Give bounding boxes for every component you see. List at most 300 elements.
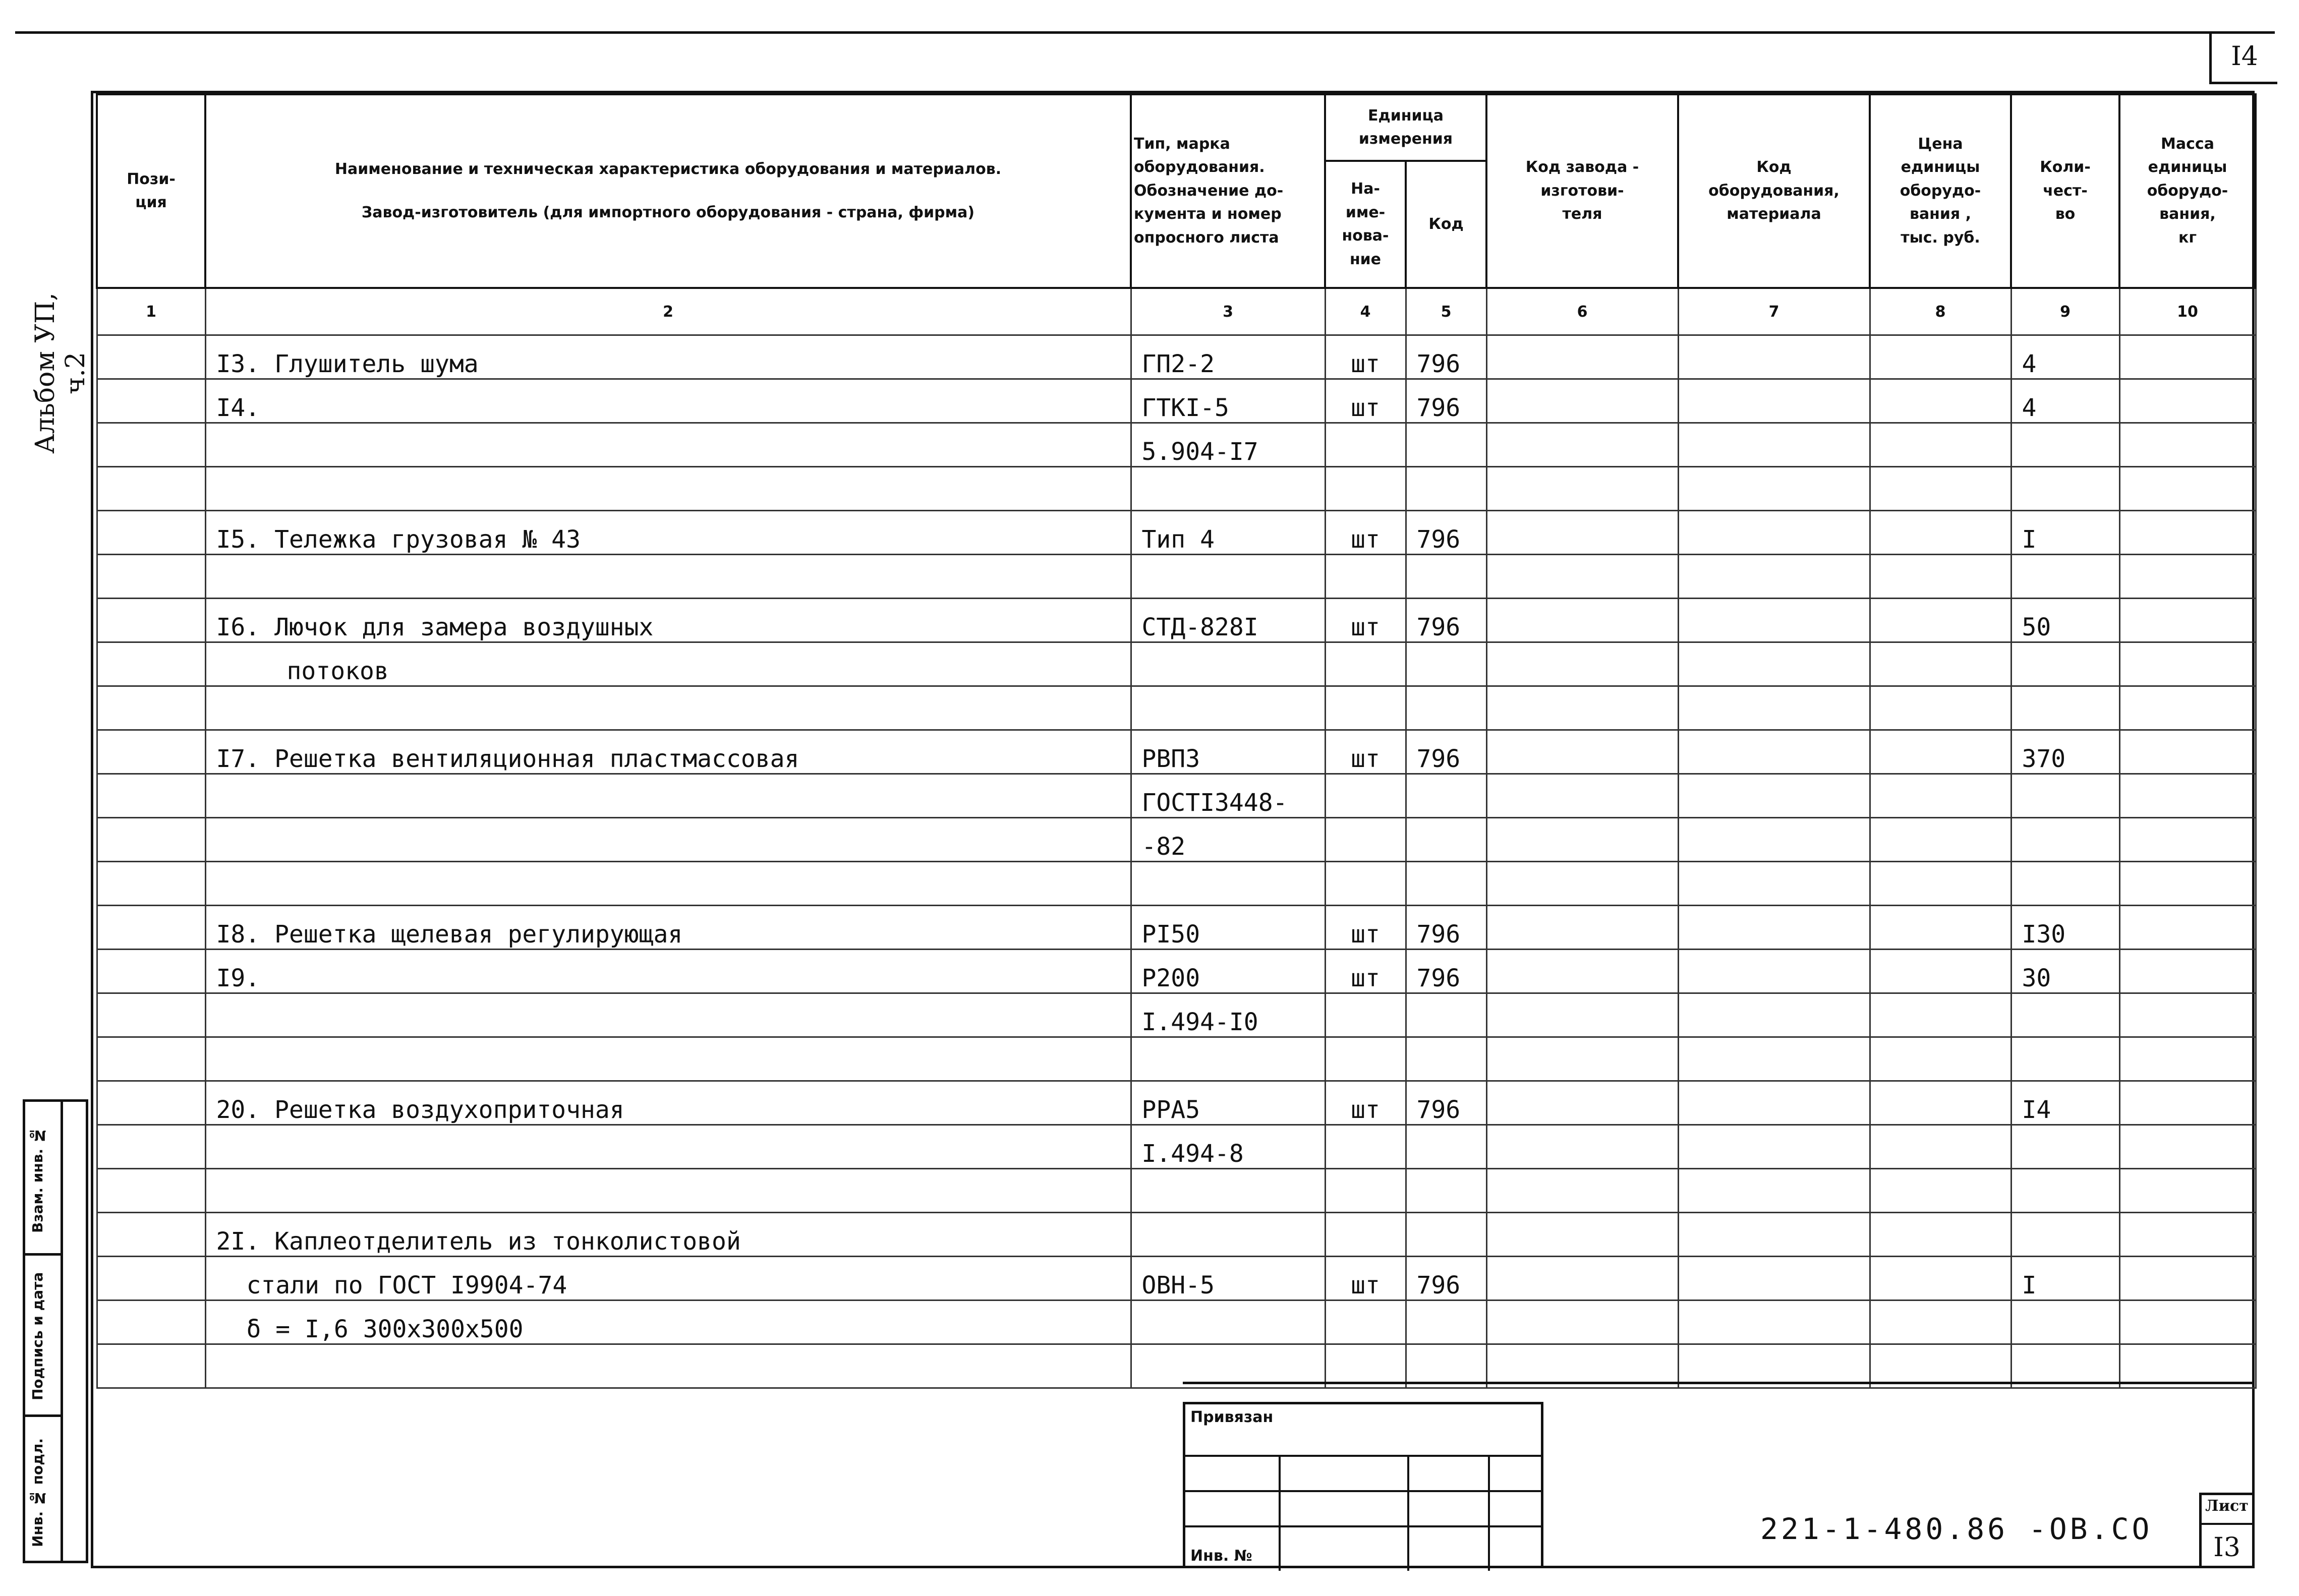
cell-position <box>97 993 205 1037</box>
cell-equipment-code <box>1678 555 1870 599</box>
cell-name: I4. <box>205 379 1131 423</box>
header-name-line1: Наименование и техническая характеристика оборудования и материалов. <box>334 160 1002 178</box>
cell-name: I5. Тележка грузовая № 43 <box>205 511 1131 555</box>
cell-name: I9. <box>205 950 1131 993</box>
cell-unit-code <box>1406 642 1486 686</box>
cell-unit-code <box>1406 467 1486 511</box>
cell-equipment-code <box>1678 1037 1870 1081</box>
cell-type: СТД-828I <box>1131 599 1325 642</box>
cell-equipment-code <box>1678 993 1870 1037</box>
cell-price <box>1870 818 2011 862</box>
cell-equipment-code <box>1678 335 1870 379</box>
cell-name: I7. Решетка вентиляционная пластмассовая <box>205 730 1131 774</box>
cell-name: стали по ГОСТ I9904-74 <box>205 1257 1131 1301</box>
cell-quantity <box>2011 423 2119 467</box>
header-unit-group: Единица измерения <box>1325 94 1486 161</box>
cell-position <box>97 1344 205 1388</box>
sheet-number: I3 <box>2202 1523 2252 1570</box>
cell-unit-code <box>1406 555 1486 599</box>
cell-quantity <box>2011 993 2119 1037</box>
cell-quantity: I30 <box>2011 906 2119 950</box>
table-row <box>97 993 2256 1037</box>
cell-name <box>205 423 1131 467</box>
cell-price <box>1870 511 2011 555</box>
cell-quantity <box>2011 818 2119 862</box>
cell-equipment-code <box>1678 1301 1870 1344</box>
table-row <box>97 818 2256 862</box>
cell-position <box>97 730 205 774</box>
cell-maker-code <box>1486 1301 1678 1344</box>
cell-name <box>205 862 1131 906</box>
cell-mass <box>2119 467 2256 511</box>
cell-maker-code <box>1486 335 1678 379</box>
column-number: 10 <box>2119 288 2256 335</box>
cell-equipment-code <box>1678 774 1870 818</box>
cell-quantity <box>2011 1169 2119 1213</box>
cell-quantity <box>2011 467 2119 511</box>
cell-position <box>97 467 205 511</box>
cell-quantity: 4 <box>2011 335 2119 379</box>
stamp-inventory-label: Инв. № <box>1190 1547 1252 1565</box>
table-row <box>97 774 2256 818</box>
table-row <box>97 862 2256 906</box>
cell-equipment-code <box>1678 686 1870 730</box>
cell-quantity: I <box>2011 1257 2119 1301</box>
header-position: Пози- ция <box>97 94 205 288</box>
cell-price <box>1870 1257 2011 1301</box>
cell-mass <box>2119 906 2256 950</box>
cell-unit-code: 796 <box>1406 730 1486 774</box>
cell-unit-code <box>1406 862 1486 906</box>
top-rule <box>15 31 2275 34</box>
cell-mass <box>2119 1169 2256 1213</box>
cell-position <box>97 686 205 730</box>
cell-maker-code <box>1486 1213 1678 1257</box>
cell-unit: шт <box>1325 379 1406 423</box>
page-number: I4 <box>2209 31 2277 84</box>
cell-maker-code <box>1486 467 1678 511</box>
cell-mass <box>2119 1125 2256 1169</box>
cell-unit-code: 796 <box>1406 906 1486 950</box>
cell-price <box>1870 642 2011 686</box>
cell-position <box>97 379 205 423</box>
cell-price <box>1870 599 2011 642</box>
side-title: Альбом УП, ч.2 <box>30 292 91 454</box>
table-row <box>97 1257 2256 1301</box>
cell-equipment-code <box>1678 642 1870 686</box>
cell-type: I.494-8 <box>1131 1125 1325 1169</box>
cell-unit <box>1325 1169 1406 1213</box>
header-price: Цена единицы оборудо- вания , тыс. руб. <box>1870 94 2011 288</box>
cell-quantity: 4 <box>2011 379 2119 423</box>
cell-maker-code <box>1486 686 1678 730</box>
table-row <box>97 1037 2256 1081</box>
table-row <box>97 1169 2256 1213</box>
cell-quantity <box>2011 555 2119 599</box>
table-row <box>97 555 2256 599</box>
column-number: 6 <box>1486 288 1678 335</box>
cell-quantity: 370 <box>2011 730 2119 774</box>
cell-position <box>97 950 205 993</box>
cell-unit-code <box>1406 1125 1486 1169</box>
cell-unit-code <box>1406 1213 1486 1257</box>
cell-price <box>1870 993 2011 1037</box>
column-number: 7 <box>1678 288 1870 335</box>
cell-position <box>97 862 205 906</box>
cell-type <box>1131 1213 1325 1257</box>
cell-equipment-code <box>1678 1081 1870 1125</box>
cell-quantity <box>2011 1213 2119 1257</box>
replaced-inventory-label: Взам. инв. № <box>29 1127 46 1233</box>
specification-table <box>96 93 2257 1389</box>
cell-type <box>1131 1037 1325 1081</box>
cell-mass <box>2119 599 2256 642</box>
table-row <box>97 1213 2256 1257</box>
cell-name: I3. Глушитель шума <box>205 335 1131 379</box>
stamp-line <box>1279 1455 1281 1571</box>
column-number: 2 <box>205 288 1131 335</box>
cell-unit: шт <box>1325 599 1406 642</box>
cell-equipment-code <box>1678 1257 1870 1301</box>
sheet-box <box>2199 1493 2255 1568</box>
cell-maker-code <box>1486 511 1678 555</box>
cell-unit-code: 796 <box>1406 379 1486 423</box>
cell-mass <box>2119 1081 2256 1125</box>
cell-unit: шт <box>1325 1257 1406 1301</box>
cell-maker-code <box>1486 906 1678 950</box>
cell-price <box>1870 1081 2011 1125</box>
cell-unit-code <box>1406 423 1486 467</box>
cell-name: I8. Решетка щелевая регулирующая <box>205 906 1131 950</box>
cell-mass <box>2119 642 2256 686</box>
cell-quantity <box>2011 774 2119 818</box>
cell-position <box>97 423 205 467</box>
cell-unit-code: 796 <box>1406 335 1486 379</box>
cell-unit <box>1325 1125 1406 1169</box>
cell-mass <box>2119 555 2256 599</box>
header-name-line2: Завод-изготовитель (для импортного оборудования - страна, фирма) <box>361 204 975 221</box>
stamp-line <box>1488 1455 1490 1571</box>
cell-unit <box>1325 993 1406 1037</box>
cell-quantity <box>2011 1037 2119 1081</box>
cell-unit-code <box>1406 1301 1486 1344</box>
cell-price <box>1870 423 2011 467</box>
cell-name: I6. Лючок для замера воздушных <box>205 599 1131 642</box>
cell-type: Тип 4 <box>1131 511 1325 555</box>
cell-name <box>205 818 1131 862</box>
cell-mass <box>2119 774 2256 818</box>
cell-name <box>205 774 1131 818</box>
cell-unit-code <box>1406 1169 1486 1213</box>
cell-unit <box>1325 1213 1406 1257</box>
cell-unit <box>1325 423 1406 467</box>
cell-unit-code: 796 <box>1406 1081 1486 1125</box>
cell-type: ГП2-2 <box>1131 335 1325 379</box>
table-row <box>97 642 2256 686</box>
cell-equipment-code <box>1678 862 1870 906</box>
cell-unit <box>1325 1301 1406 1344</box>
cell-unit-code <box>1406 774 1486 818</box>
cell-mass <box>2119 379 2256 423</box>
cell-position <box>97 906 205 950</box>
cell-equipment-code <box>1678 511 1870 555</box>
cell-type <box>1131 1301 1325 1344</box>
table-row <box>97 906 2256 950</box>
cell-price <box>1870 906 2011 950</box>
column-number-row <box>97 288 2256 335</box>
cell-price <box>1870 730 2011 774</box>
cell-maker-code <box>1486 379 1678 423</box>
stamp-line <box>1407 1455 1409 1571</box>
cell-equipment-code <box>1678 379 1870 423</box>
cell-type <box>1131 1169 1325 1213</box>
cell-position <box>97 1081 205 1125</box>
cell-quantity: I <box>2011 511 2119 555</box>
cell-position <box>97 555 205 599</box>
table-row <box>97 599 2256 642</box>
cell-maker-code <box>1486 862 1678 906</box>
original-inventory-label: Инв. № подл. <box>29 1438 46 1547</box>
cell-quantity: 50 <box>2011 599 2119 642</box>
cell-price <box>1870 467 2011 511</box>
cell-maker-code <box>1486 993 1678 1037</box>
cell-unit-code <box>1406 1037 1486 1081</box>
left-stamp <box>23 1099 88 1563</box>
cell-name <box>205 1344 1131 1388</box>
signature-date-label: Подпись и дата <box>29 1272 46 1401</box>
cell-unit <box>1325 467 1406 511</box>
cell-position <box>97 818 205 862</box>
table-row <box>97 950 2256 993</box>
cell-type <box>1131 686 1325 730</box>
cell-unit: шт <box>1325 906 1406 950</box>
cell-position <box>97 1301 205 1344</box>
cell-equipment-code <box>1678 423 1870 467</box>
cell-price <box>1870 1125 2011 1169</box>
cell-mass <box>2119 511 2256 555</box>
cell-position <box>97 774 205 818</box>
cell-price <box>1870 774 2011 818</box>
cell-type: РI50 <box>1131 906 1325 950</box>
binding-stamp-title: Привязан <box>1190 1408 1274 1426</box>
cell-name <box>205 467 1131 511</box>
cell-mass <box>2119 730 2256 774</box>
cell-position <box>97 642 205 686</box>
table-row <box>97 686 2256 730</box>
cell-type: ГТКI-5 <box>1131 379 1325 423</box>
header-row <box>97 94 2256 161</box>
cell-unit-code <box>1406 686 1486 730</box>
cell-maker-code <box>1486 642 1678 686</box>
cell-position <box>97 1213 205 1257</box>
cell-equipment-code <box>1678 467 1870 511</box>
left-stamp-divider <box>61 1102 63 1561</box>
cell-unit <box>1325 862 1406 906</box>
binding-stamp <box>1183 1402 1543 1568</box>
cell-name <box>205 1125 1131 1169</box>
cell-mass <box>2119 1037 2256 1081</box>
cell-mass <box>2119 423 2256 467</box>
cell-name: 2I. Каплеотделитель из тонколистовой <box>205 1213 1131 1257</box>
table-row <box>97 467 2256 511</box>
cell-price <box>1870 379 2011 423</box>
cell-price <box>1870 555 2011 599</box>
cell-unit-code: 796 <box>1406 511 1486 555</box>
table-row <box>97 1301 2256 1344</box>
cell-maker-code <box>1486 599 1678 642</box>
document-code: 221-1-480.86 -ОВ.СО <box>1760 1512 2153 1546</box>
cell-maker-code <box>1486 950 1678 993</box>
cell-equipment-code <box>1678 599 1870 642</box>
cell-type <box>1131 467 1325 511</box>
cell-price <box>1870 335 2011 379</box>
cell-quantity: I4 <box>2011 1081 2119 1125</box>
cell-maker-code <box>1486 555 1678 599</box>
cell-maker-code <box>1486 1125 1678 1169</box>
column-number: 4 <box>1325 288 1406 335</box>
cell-name: потоков <box>205 642 1131 686</box>
cell-equipment-code <box>1678 1213 1870 1257</box>
cell-name <box>205 993 1131 1037</box>
cell-quantity <box>2011 1301 2119 1344</box>
sheet-label: Лист <box>2205 1497 2249 1515</box>
column-number: 3 <box>1131 288 1325 335</box>
table-row <box>97 1125 2256 1169</box>
cell-equipment-code <box>1678 730 1870 774</box>
cell-mass <box>2119 1213 2256 1257</box>
cell-position <box>97 511 205 555</box>
cell-equipment-code <box>1678 1169 1870 1213</box>
cell-mass <box>2119 993 2256 1037</box>
cell-quantity <box>2011 686 2119 730</box>
table-row <box>97 1081 2256 1125</box>
header-quantity: Коли- чест- во <box>2011 94 2119 288</box>
table-row <box>97 335 2256 379</box>
cell-maker-code <box>1486 1169 1678 1213</box>
cell-price <box>1870 950 2011 993</box>
cell-price <box>1870 1301 2011 1344</box>
header-unit-code: Код <box>1406 161 1486 288</box>
cell-unit-code: 796 <box>1406 1257 1486 1301</box>
cell-type <box>1131 642 1325 686</box>
cell-mass <box>2119 686 2256 730</box>
cell-name: 20. Решетка воздухоприточная <box>205 1081 1131 1125</box>
cell-unit <box>1325 818 1406 862</box>
cell-type: ОВН-5 <box>1131 1257 1325 1301</box>
left-stamp-row-line <box>25 1253 61 1256</box>
cell-type: -82 <box>1131 818 1325 862</box>
table-row <box>97 511 2256 555</box>
cell-maker-code <box>1486 1257 1678 1301</box>
header-type: Тип, марка оборудования. Обозначение до- кумента и номер опросного листа <box>1131 94 1325 288</box>
cell-unit: шт <box>1325 511 1406 555</box>
cell-maker-code <box>1486 818 1678 862</box>
cell-unit: шт <box>1325 730 1406 774</box>
column-number: 9 <box>2011 288 2119 335</box>
cell-unit: шт <box>1325 950 1406 993</box>
cell-unit <box>1325 686 1406 730</box>
cell-type: РВП3 <box>1131 730 1325 774</box>
cell-unit <box>1325 642 1406 686</box>
cell-price <box>1870 1037 2011 1081</box>
cell-unit <box>1325 555 1406 599</box>
cell-mass <box>2119 950 2256 993</box>
header-name <box>205 94 1131 288</box>
cell-position <box>97 1257 205 1301</box>
cell-price <box>1870 1169 2011 1213</box>
cell-price <box>1870 686 2011 730</box>
cell-mass <box>2119 1301 2256 1344</box>
cell-quantity <box>2011 1125 2119 1169</box>
cell-unit-code: 796 <box>1406 950 1486 993</box>
cell-unit: шт <box>1325 335 1406 379</box>
cell-type <box>1131 862 1325 906</box>
column-number: 1 <box>97 288 205 335</box>
table-row <box>97 730 2256 774</box>
cell-position <box>97 335 205 379</box>
cell-mass <box>2119 818 2256 862</box>
header-equipment-code: Код оборудования, материала <box>1678 94 1870 288</box>
cell-unit-code <box>1406 993 1486 1037</box>
cell-type: ГОСТI3448- <box>1131 774 1325 818</box>
cell-quantity <box>2011 862 2119 906</box>
cell-unit-code <box>1406 818 1486 862</box>
header-maker-code: Код завода - изготови- теля <box>1486 94 1678 288</box>
table-row <box>97 423 2256 467</box>
cell-mass <box>2119 1257 2256 1301</box>
cell-type <box>1131 555 1325 599</box>
left-stamp-row-line <box>25 1414 61 1417</box>
column-number: 5 <box>1406 288 1486 335</box>
cell-maker-code <box>1486 423 1678 467</box>
header-mass: Масса единицы оборудо- вания, кг <box>2119 94 2256 288</box>
cell-price <box>1870 862 2011 906</box>
cell-position <box>97 1037 205 1081</box>
table-row <box>97 379 2256 423</box>
cell-mass <box>2119 335 2256 379</box>
cell-name: δ = I,6 300х300х500 <box>205 1301 1131 1344</box>
header-unit-name: На- име- нова- ние <box>1325 161 1406 288</box>
cell-name <box>205 686 1131 730</box>
cell-type: 5.904-I7 <box>1131 423 1325 467</box>
cell-price <box>1870 1213 2011 1257</box>
bottom-rule <box>1183 1382 2255 1384</box>
cell-type: РРА5 <box>1131 1081 1325 1125</box>
cell-maker-code <box>1486 730 1678 774</box>
cell-equipment-code <box>1678 1125 1870 1169</box>
cell-maker-code <box>1486 774 1678 818</box>
cell-unit <box>1325 1037 1406 1081</box>
cell-name <box>205 555 1131 599</box>
cell-unit: шт <box>1325 1081 1406 1125</box>
cell-mass <box>2119 862 2256 906</box>
cell-maker-code <box>1486 1081 1678 1125</box>
cell-quantity <box>2011 642 2119 686</box>
column-number: 8 <box>1870 288 2011 335</box>
cell-position <box>97 599 205 642</box>
cell-unit-code: 796 <box>1406 599 1486 642</box>
cell-position <box>97 1125 205 1169</box>
cell-quantity: 30 <box>2011 950 2119 993</box>
cell-equipment-code <box>1678 950 1870 993</box>
cell-unit <box>1325 774 1406 818</box>
cell-name <box>205 1037 1131 1081</box>
cell-equipment-code <box>1678 818 1870 862</box>
cell-equipment-code <box>1678 906 1870 950</box>
cell-position <box>97 1169 205 1213</box>
cell-type: Р200 <box>1131 950 1325 993</box>
cell-name <box>205 1169 1131 1213</box>
